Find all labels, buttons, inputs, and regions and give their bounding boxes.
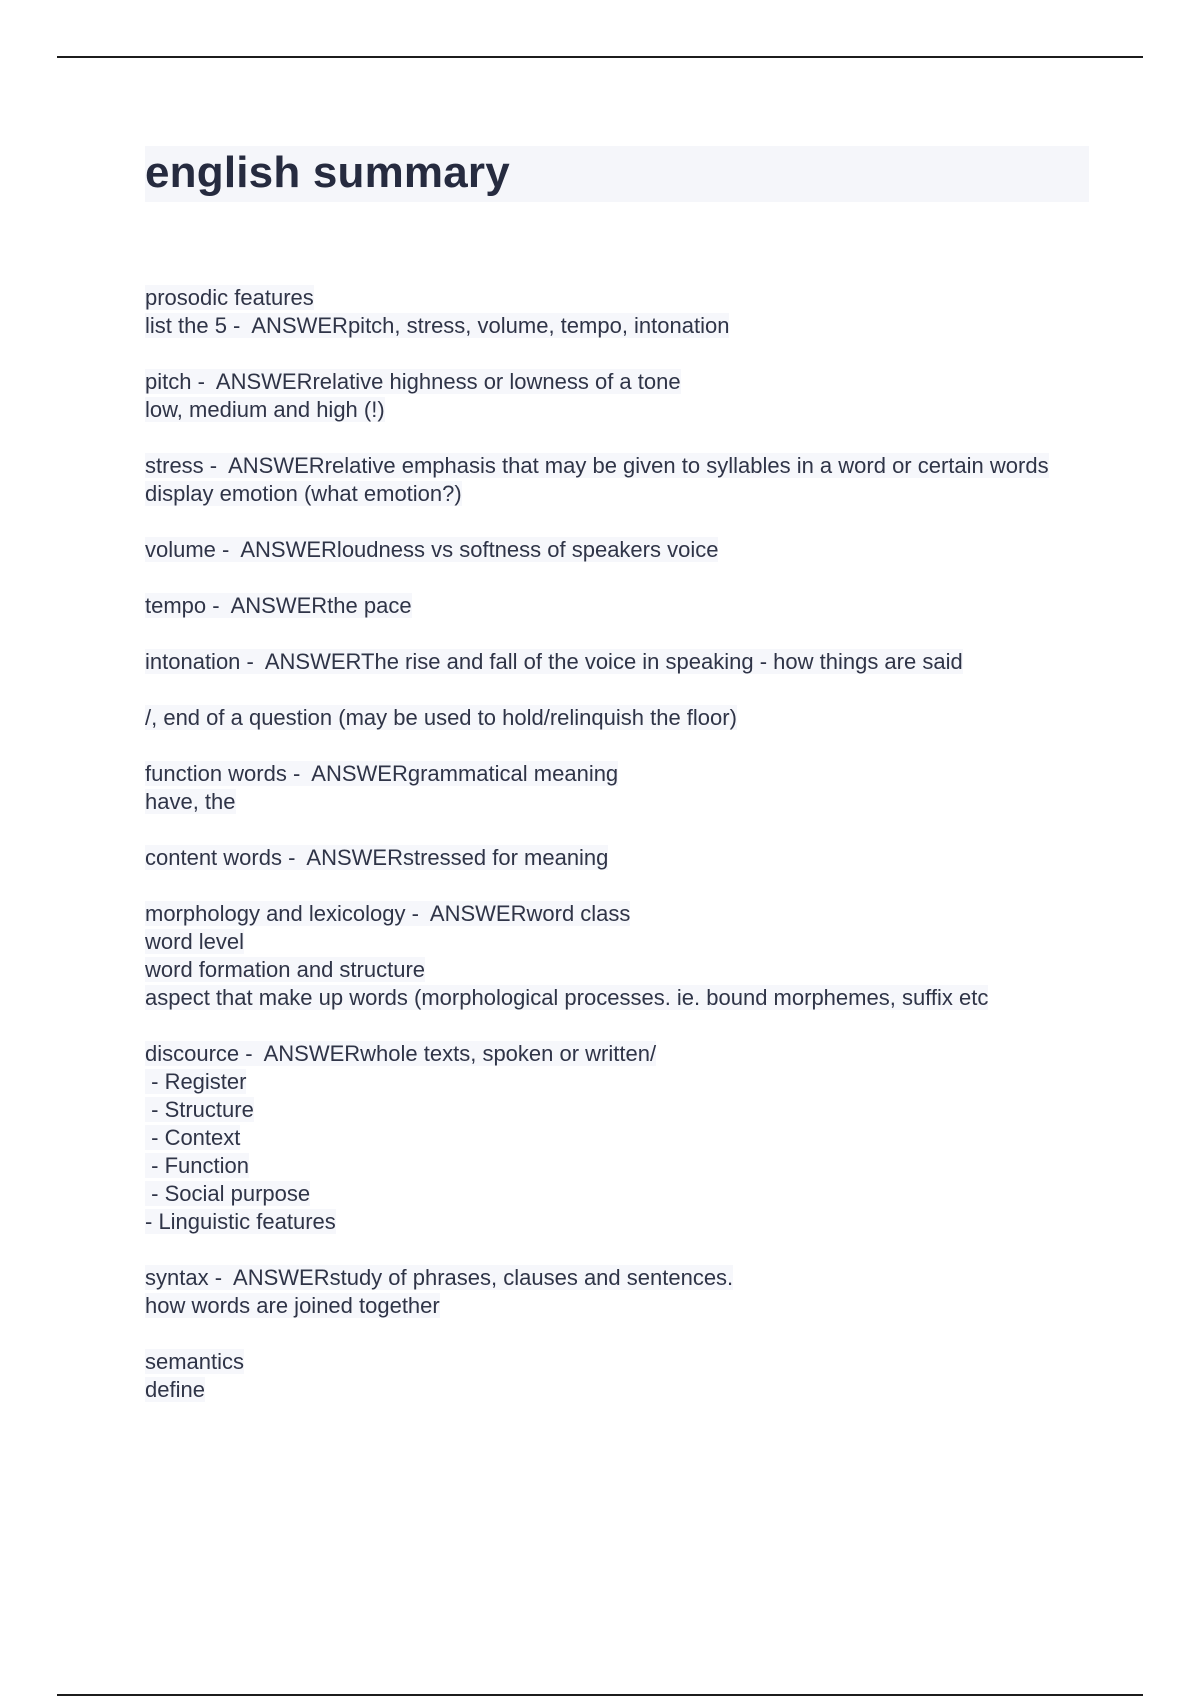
entry-line: - Linguistic features xyxy=(145,1209,336,1234)
entry-line: have, the xyxy=(145,789,236,814)
entry-line: stress - ANSWERrelative emphasis that may be given to syllables in a word or certain words xyxy=(145,453,1049,478)
header-rule xyxy=(57,56,1143,58)
entry-line: define xyxy=(145,1377,205,1402)
entry-line: tempo - ANSWERthe pace xyxy=(145,593,412,618)
entry-prosodic-features xyxy=(145,284,1085,340)
entry-line: volume - ANSWERloudness vs softness of speakers voice xyxy=(145,537,719,562)
entry-line: display emotion (what emotion?) xyxy=(145,481,462,506)
entry-line: - Structure xyxy=(145,1097,254,1122)
entry-morphology xyxy=(145,900,1085,1012)
entry-function-words xyxy=(145,760,1085,816)
entry-syntax xyxy=(145,1264,1085,1320)
entry-line: how words are joined together xyxy=(145,1293,440,1318)
entry-line: syntax - ANSWERstudy of phrases, clauses and sentences. xyxy=(145,1265,734,1290)
entry-line: word level xyxy=(145,929,245,954)
entry-line: content words - ANSWERstressed for meaning xyxy=(145,845,609,870)
entry-line: list the 5 - ANSWERpitch, stress, volume, tempo, intonation xyxy=(145,313,730,338)
entry-semantics xyxy=(145,1348,1085,1404)
entry-line: aspect that make up words (morphological processes. ie. bound morphemes, suffix etc xyxy=(145,985,989,1010)
footer-rule xyxy=(57,1694,1143,1696)
entry-line: - Function xyxy=(145,1153,249,1178)
entry-tempo xyxy=(145,592,1085,620)
entry-line: pitch - ANSWERrelative highness or lowness of a tone xyxy=(145,369,681,394)
entry-stress xyxy=(145,452,1085,508)
entry-line: - Register xyxy=(145,1069,247,1094)
entry-line: - Context xyxy=(145,1125,241,1150)
entry-volume xyxy=(145,536,1085,564)
entry-line: semantics xyxy=(145,1349,245,1374)
entry-question xyxy=(145,704,1085,732)
entry-line: intonation - ANSWERThe rise and fall of the voice in speaking - how things are said xyxy=(145,649,963,674)
document-body xyxy=(145,284,1085,1432)
entry-line: prosodic features xyxy=(145,285,314,310)
entry-line: - Social purpose xyxy=(145,1181,311,1206)
entry-intonation xyxy=(145,648,1085,676)
entry-pitch xyxy=(145,368,1085,424)
entry-discource xyxy=(145,1040,1085,1236)
entry-line: word formation and structure xyxy=(145,957,426,982)
entry-line: /, end of a question (may be used to hold/relinquish the floor) xyxy=(145,705,737,730)
entry-line: discource - ANSWERwhole texts, spoken or written/ xyxy=(145,1041,657,1066)
page-title: english summary xyxy=(145,148,510,197)
entry-content-words xyxy=(145,844,1085,872)
entry-line: function words - ANSWERgrammatical meaning xyxy=(145,761,619,786)
entry-line: morphology and lexicology - ANSWERword class xyxy=(145,901,631,926)
entry-line: low, medium and high (!) xyxy=(145,397,385,422)
